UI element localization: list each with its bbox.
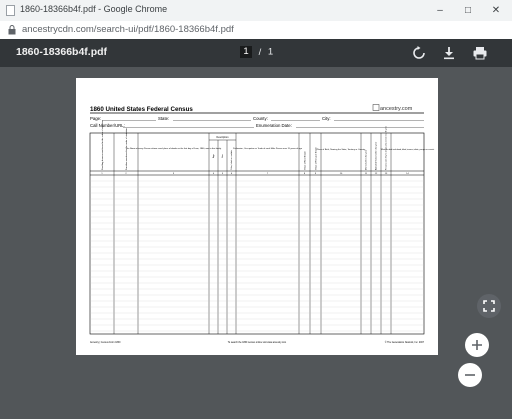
col-9-header: Value of Personal Estate bbox=[315, 147, 318, 170]
col-2-header: Families numbered in the order of visitation bbox=[126, 128, 128, 170]
description-header: Description bbox=[216, 136, 229, 139]
col-8-number: 8 bbox=[303, 173, 306, 175]
total-pages: 1 bbox=[267, 46, 274, 58]
form-title: 1860 United States Federal Census bbox=[90, 106, 193, 113]
col-6-header: Color, black or mulatto bbox=[231, 150, 233, 170]
col-5-number: 5 bbox=[221, 173, 224, 175]
page-separator: / bbox=[258, 46, 262, 58]
pdf-viewer[interactable] bbox=[0, 67, 512, 419]
col-13-number: 13 bbox=[384, 173, 388, 175]
col-8-header: Value of Real Estate bbox=[304, 151, 307, 170]
fit-to-page-button[interactable] bbox=[477, 294, 501, 318]
footer-right: © The Generations Network, Inc. 2007 bbox=[384, 342, 424, 344]
zoom-in-button[interactable] bbox=[465, 333, 489, 357]
zoom-out-button[interactable] bbox=[458, 363, 482, 387]
maximize-icon[interactable]: □ bbox=[464, 5, 472, 16]
table-rows bbox=[90, 181, 424, 331]
call-number-field-label: Call Number/URL: bbox=[90, 123, 125, 128]
fit-page-icon bbox=[477, 294, 501, 318]
col-3-number: 3 bbox=[172, 173, 175, 175]
window-title-bar bbox=[0, 0, 512, 22]
col-7-number: 7 bbox=[266, 173, 269, 175]
enumeration-date-field-label: Enumeration Date: bbox=[256, 123, 292, 128]
minus-icon bbox=[458, 363, 482, 387]
city-field-label: City: bbox=[322, 116, 331, 121]
ancestry-logo-text: ancestry.com bbox=[380, 106, 413, 112]
pdf-file-icon bbox=[6, 5, 15, 16]
col-3-header: The Name of every Person whose usual place of abode on the first day of June, 1860, was in this family bbox=[125, 148, 222, 150]
address-bar[interactable] bbox=[0, 21, 512, 40]
download-icon[interactable] bbox=[441, 45, 457, 61]
col-2-number: 2 bbox=[125, 173, 127, 175]
col-12-header: Attended School within the year bbox=[375, 141, 378, 170]
footer-center: To search the 1860 census online visit www.ancestry.com bbox=[227, 342, 287, 344]
col-4-number: 4 bbox=[212, 173, 215, 175]
col-9-number: 9 bbox=[314, 173, 317, 175]
col-11-header: Married within the year bbox=[365, 149, 368, 170]
pdf-toolbar bbox=[0, 39, 512, 67]
col-13-header: Persons over 20 y'rs of age who cannot read & write bbox=[385, 126, 388, 170]
county-field-label: County: bbox=[253, 116, 268, 121]
footer-left: Ancestry | Census Form 1860 bbox=[90, 342, 121, 344]
page-number-input[interactable]: 1 bbox=[240, 46, 252, 58]
pdf-page bbox=[76, 78, 438, 355]
census-table bbox=[90, 120, 435, 334]
col-1-header: Dwelling houses numbered in the order of visitation bbox=[102, 120, 104, 170]
print-icon[interactable] bbox=[472, 45, 488, 61]
col-14-header: Whether deaf and dumb, blind, insane, idiotic, pauper or convict bbox=[380, 149, 435, 151]
state-field-label: State: bbox=[158, 116, 170, 121]
window-title: 1860-18366b4f.pdf - Google Chrome bbox=[20, 4, 168, 14]
rotate-icon[interactable] bbox=[411, 45, 427, 61]
col-7-header: Profession, Occupation or Trade of each Male Person over 15 years of age bbox=[233, 148, 302, 150]
url-text[interactable]: ancestrycdn.com/search-ui/pdf/1860-18366b4f.pdf bbox=[22, 24, 234, 35]
page-field-label: Page: bbox=[90, 116, 102, 121]
pdf-filename: 1860-18366b4f.pdf bbox=[16, 46, 108, 58]
col-12-number: 12 bbox=[374, 173, 378, 175]
page-indicator bbox=[240, 46, 273, 60]
census-form bbox=[76, 78, 438, 355]
col-5-header: Sex bbox=[222, 154, 224, 158]
col-6-number: 6 bbox=[230, 173, 233, 175]
plus-icon bbox=[465, 333, 489, 357]
col-10-number: 10 bbox=[339, 173, 343, 175]
col-4-header: Age bbox=[213, 154, 215, 158]
ancestry-logo bbox=[373, 105, 413, 113]
minimize-icon[interactable]: – bbox=[437, 5, 443, 16]
col-11-number: 11 bbox=[364, 173, 368, 175]
col-10-header: Place of Birth, Naming the State, Territory or Country bbox=[316, 149, 366, 151]
col-1-number: 1 bbox=[101, 173, 103, 175]
col-14-number: 14 bbox=[406, 173, 409, 175]
close-icon[interactable]: ✕ bbox=[491, 5, 501, 16]
lock-icon bbox=[8, 25, 16, 35]
